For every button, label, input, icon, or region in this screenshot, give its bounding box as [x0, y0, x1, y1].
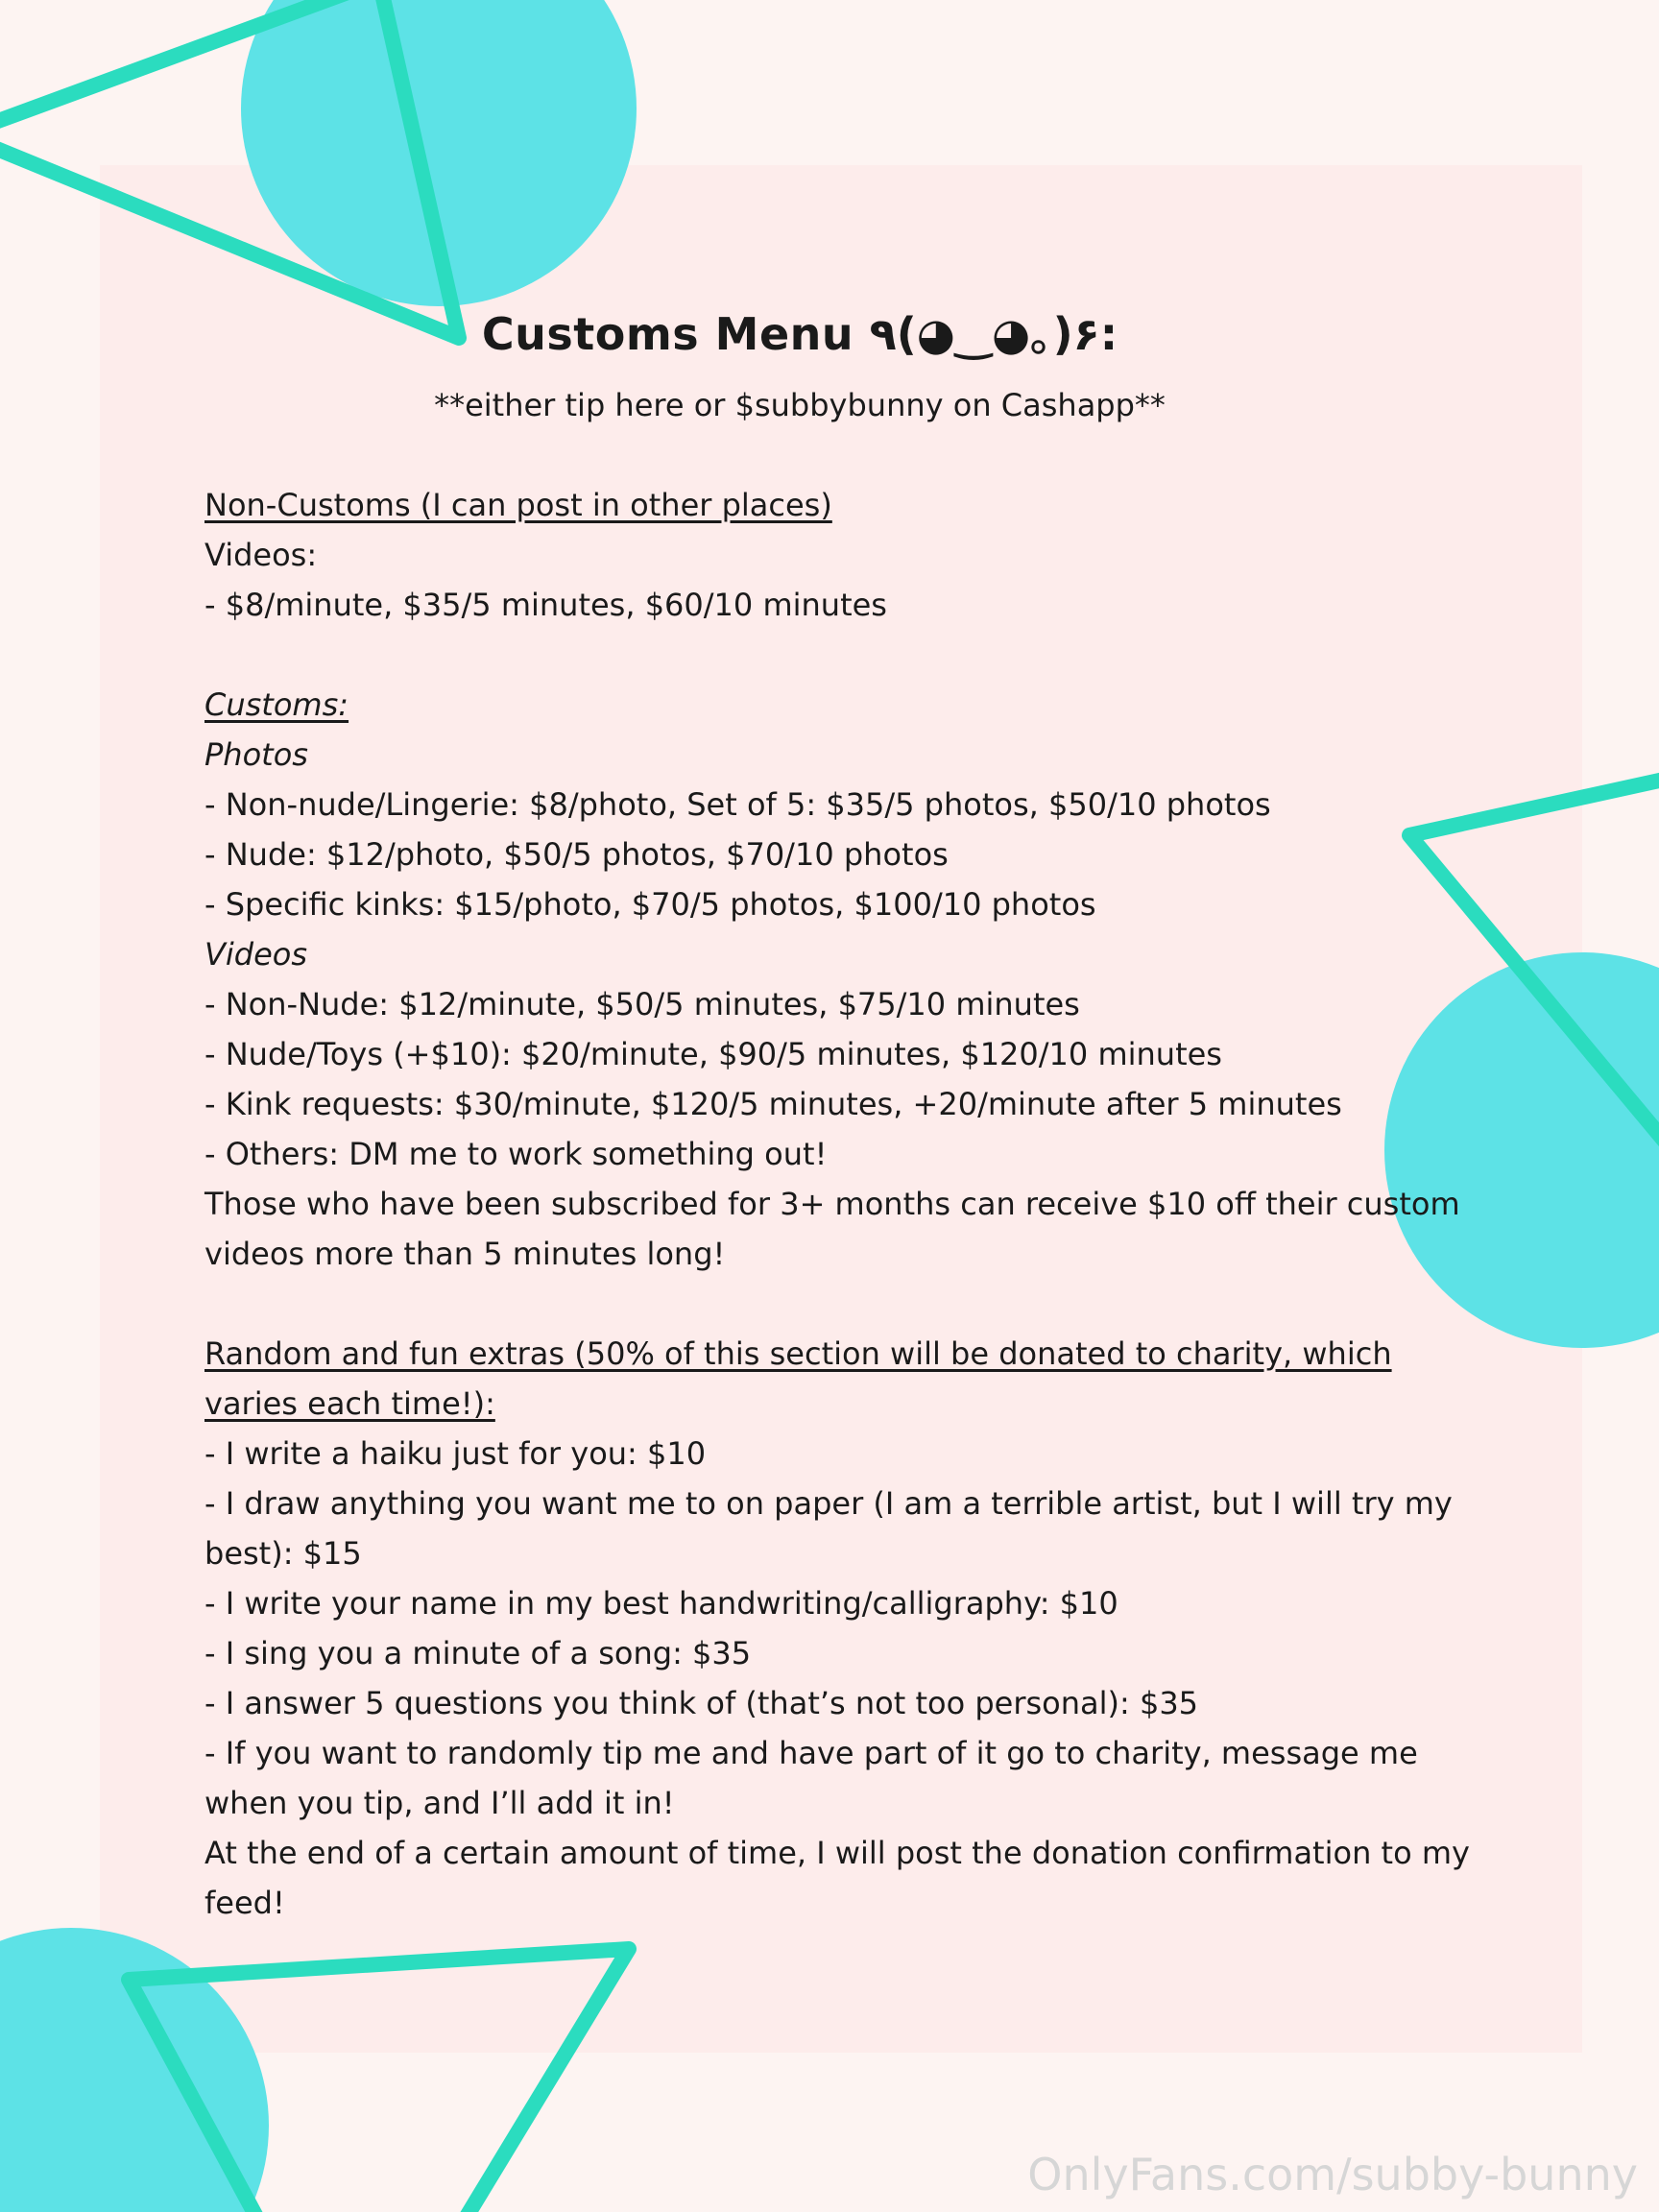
list-item: - Non-nude/Lingerie: $8/photo, Set of 5: $35/5 photos, $50/10 photos	[204, 786, 1271, 823]
list-item: - Nude: $12/photo, $50/5 photos, $70/10 photos	[204, 836, 949, 873]
menu-content	[204, 288, 1491, 1928]
list-item: - I write your name in my best handwriting/calligraphy: $10	[204, 1585, 1118, 1622]
extras-heading: Random and fun extras (50% of this section will be donated to charity, which varies each time!):	[204, 1335, 1392, 1422]
list-item: - Others: DM me to work something out!	[204, 1136, 828, 1172]
non-customs-videos-prices: - $8/minute, $35/5 minutes, $60/10 minutes	[204, 587, 887, 623]
customs-heading: Customs:	[204, 686, 349, 723]
spacer	[204, 1279, 1491, 1329]
list-item: - Specific kinks: $15/photo, $70/5 photos, $100/10 photos	[204, 886, 1096, 923]
non-customs-videos-label: Videos:	[204, 537, 318, 573]
list-item: - I answer 5 questions you think of (that’s not too personal): $35	[204, 1685, 1199, 1721]
page-title: Customs Menu ٩(◕‿◕｡)۶:	[481, 308, 1118, 360]
spacer	[204, 630, 1491, 680]
customs-photos-label: Photos	[204, 736, 308, 773]
list-item: - I write a haiku just for you: $10	[204, 1435, 707, 1472]
site-watermark: OnlyFans.com/subby-bunny	[1027, 2149, 1638, 2200]
page-subtitle: **either tip here or $subbybunny on Cashapp**	[434, 387, 1166, 423]
list-item: - Kink requests: $30/minute, $120/5 minutes, +20/minute after 5 minutes	[204, 1086, 1342, 1122]
extras-note: At the end of a certain amount of time, I will post the donation confirmation to my feed!	[204, 1835, 1470, 1921]
list-item: - If you want to randomly tip me and have part of it go to charity, message me when you tip, and I’ll add it in!	[204, 1735, 1418, 1821]
list-item: - Non-Nude: $12/minute, $50/5 minutes, $75/10 minutes	[204, 986, 1080, 1022]
list-item: - I draw anything you want me to on paper (I am a terrible artist, but I will try my best): $15	[204, 1485, 1453, 1572]
list-item: - I sing you a minute of a song: $35	[204, 1635, 752, 1671]
non-customs-heading: Non-Customs (I can post in other places)	[204, 487, 832, 523]
list-item: - Nude/Toys (+$10): $20/minute, $90/5 minutes, $120/10 minutes	[204, 1036, 1222, 1072]
customs-note: Those who have been subscribed for 3+ months can receive $10 off their custom videos more than 5 minutes long!	[204, 1186, 1460, 1272]
customs-videos-label: Videos	[204, 936, 308, 973]
